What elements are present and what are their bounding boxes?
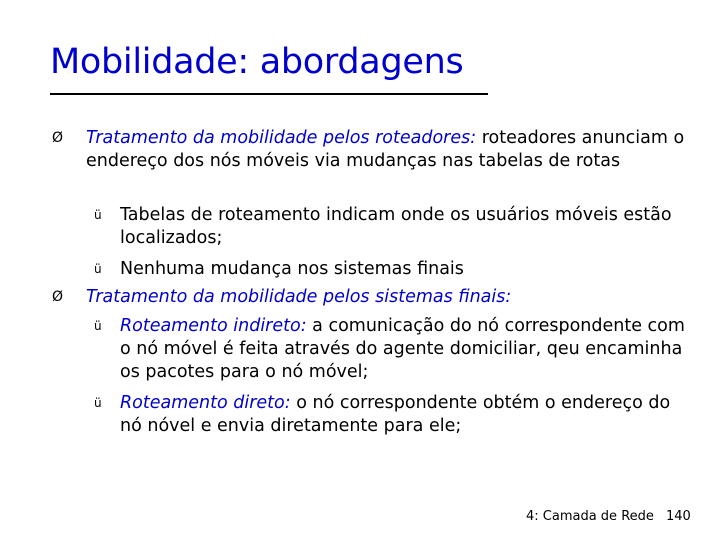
sub-bullet-text: o nó correspondente obtém o endereço do nó nóvel e envia diretamente para ele; <box>120 393 671 436</box>
sub-bullet-item <box>120 204 690 250</box>
bullet-item <box>86 127 686 173</box>
bullet-item <box>86 286 686 309</box>
sub-bullet-item <box>120 258 690 281</box>
bullet-arrow-icon: Ø <box>52 130 64 146</box>
check-icon: ü <box>94 396 102 410</box>
bullet-text: roteadores anunciam o endereço dos nós móveis via mudanças nas tabelas de rotas <box>86 128 685 171</box>
sub-bullet-item <box>120 392 690 438</box>
sub-bullet-text: Nenhuma mudança nos sistemas finais <box>120 259 464 279</box>
sub-bullet-text: a comunicação do nó correspondente com o nó móvel é feita através do agente domiciliar, qeu encaminha os pacotes para o nó móvel; <box>120 316 685 382</box>
sub-bullet-emphasis: Roteamento indireto: <box>120 316 307 336</box>
check-icon: ü <box>94 208 102 222</box>
slide-title: Mobilidade: abordagens <box>50 42 464 82</box>
bullet-emphasis: Tratamento da mobilidade pelos sistemas finais: <box>86 287 512 307</box>
check-icon: ü <box>94 262 102 276</box>
footer-chapter-label: 4: Camada de Rede <box>526 509 654 524</box>
page-number: 140 <box>666 509 691 524</box>
sub-bullet-emphasis: Roteamento direto: <box>120 393 291 413</box>
check-icon: ü <box>94 319 102 333</box>
bullet-emphasis: Tratamento da mobilidade pelos roteadores: <box>86 128 477 148</box>
sub-bullet-text: Tabelas de roteamento indicam onde os usuários móveis estão localizados; <box>120 205 672 248</box>
sub-bullet-item <box>120 315 690 384</box>
bullet-arrow-icon: Ø <box>52 289 64 305</box>
